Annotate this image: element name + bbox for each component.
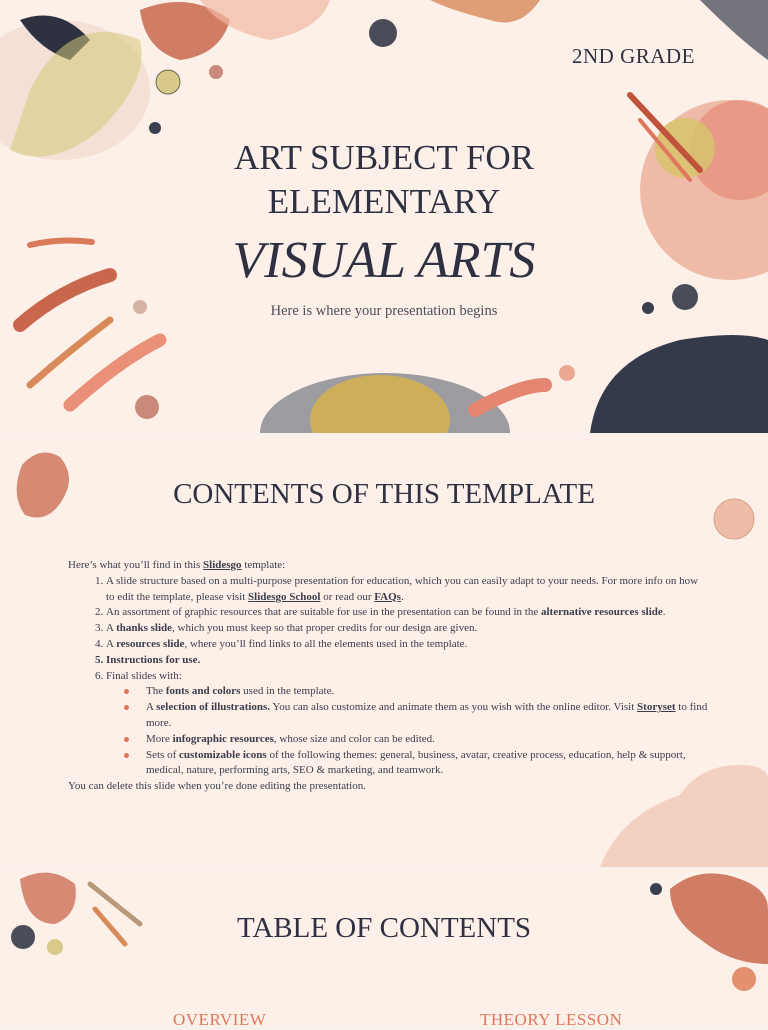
contents-title: CONTENTS OF THIS TEMPLATE [173, 478, 595, 510]
intro-text: Here’s what you’ll find in this Slidesgo template: [68, 559, 286, 571]
toc-item-theory-lesson[interactable]: THEORY LESSON [480, 1010, 623, 1029]
faqs-link[interactable]: FAQs [374, 590, 401, 603]
slidesgo-school-link[interactable]: Slidesgo School [248, 590, 321, 603]
outro-text: You can delete this slide when you’re done editing the presentation. [68, 780, 366, 793]
grade-label: 2ND GRADE [572, 44, 695, 68]
title-line-1: ART SUBJECT FOR [233, 138, 535, 177]
list-item: 4. A resources slide, where you’ll find links to all the elements used in the template. [106, 637, 708, 653]
sub-list-item: More infographic resources, whose size and color can be edited. [146, 732, 708, 748]
contents-body [68, 558, 708, 795]
storyset-link[interactable]: Storyset [637, 701, 676, 714]
list-item: 6. Final slides with: The fonts and colors used in the template. A selection of illustrations. You can also customize and animate them as you wish with the online editor. Visit Storyset to find more. More infographic resources, whose size and color can be edited. Sets of customizable icons of the following themes: general, business, avatar, creative process, education, help & support, medical, nature, performing arts, SEO & marketing, and teamwork. [106, 669, 708, 780]
main-title: VISUAL ARTS [232, 232, 536, 289]
sub-list-item: A selection of illustrations. You can also customize and animate them as you wish with the online editor. Visit Storyset to find more. [146, 700, 708, 732]
sub-list [106, 684, 708, 779]
title-heading [0, 136, 768, 224]
toc-item-overview[interactable]: OVERVIEW [173, 1010, 267, 1029]
list-item: 2. An assortment of graphic resources that are suitable for use in the presentation can be found in the alternative resources slide. [106, 605, 708, 621]
title-line-2: ELEMENTARY [267, 182, 501, 221]
list-item: 3. A thanks slide, which you must keep so that proper credits for our design are given. [106, 621, 708, 637]
slidesgo-link[interactable]: Slidesgo [203, 559, 242, 571]
contents-list [68, 574, 708, 779]
list-item: 1. A slide structure based on a multi-purpose presentation for education, which you can easily adapt to your needs. For more info on how to edit the template, please visit Slidesgo School or read our FAQs. [106, 574, 708, 606]
title-slide [0, 0, 768, 433]
watercolor-decoration [0, 869, 768, 1026]
toc-title: TABLE OF CONTENTS [236, 912, 532, 944]
list-item: 5. Instructions for use. [106, 653, 708, 669]
subtitle: Here is where your presentation begins [270, 303, 498, 319]
sub-list-item: The fonts and colors used in the template. [146, 684, 708, 700]
toc-slide [0, 869, 768, 1026]
sub-list-item: Sets of customizable icons of the following themes: general, business, avatar, creative process, education, help & support, medical, nature, performing arts, SEO & marketing, and teamwork. [146, 748, 708, 780]
